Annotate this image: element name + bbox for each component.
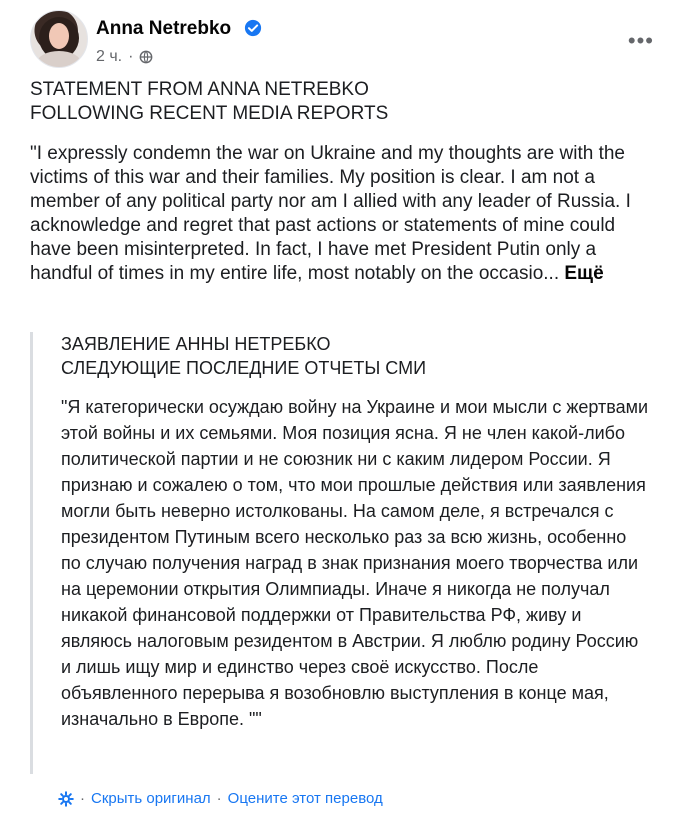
gear-icon[interactable] <box>58 791 74 807</box>
see-more-link[interactable]: Ещё <box>564 263 604 284</box>
post-meta <box>96 48 153 66</box>
translated-quote <box>30 332 663 774</box>
footer-separator-1: · <box>80 790 85 807</box>
footer-separator-2: · <box>216 790 222 807</box>
public-globe-icon[interactable] <box>139 50 153 64</box>
post-headline-line-2: FOLLOWING RECENT MEDIA REPORTS <box>30 103 389 124</box>
avatar-face <box>49 23 69 49</box>
meta-separator: · <box>128 48 134 65</box>
more-horizontal-icon[interactable]: ••• <box>627 28 654 53</box>
post-headline-line-1: STATEMENT FROM ANNA NETREBKO <box>30 79 369 100</box>
post-headline <box>30 78 660 126</box>
avatar[interactable] <box>30 10 88 68</box>
post-header <box>30 10 660 70</box>
hide-original-link[interactable]: Скрыть оригинал <box>91 790 211 807</box>
translation-body: "Я категорически осуждаю войну на Украине и мои мысли с жертвами этой войны и их семьями. Моя позиция ясна. Я не член какой-либо политической партии и не союзник ни с каким лидером России. Я признаю и сожалею о том, что мои прошлые действия или заявления могли быть неверно истолкованы. На самом деле, я встречался с президентом Путиным всего несколько раз за всю жизнь, особенно по случаю получения наград в знак признания моего творчества или на церемонии открытия Олимпиады. Иначе я никогда не получал никакой финансовой поддержки от Правительства РФ, живу и являюсь налоговым резидентом в Австрии. Я люблю родину Россию и лишь ищу мир и единство через своё искусство. После объявленного перерыва я возобновлю выступления в конце мая, изначально в Европе. "" <box>61 397 649 729</box>
avatar-shoulders <box>37 51 81 68</box>
translation-headline-line-2: СЛЕДУЮЩИЕ ПОСЛЕДНИЕ ОТЧЕТЫ СМИ <box>61 358 427 378</box>
verified-badge-icon <box>244 19 262 37</box>
post-time[interactable]: 2 ч. <box>96 48 123 65</box>
author-name[interactable]: Anna Netrebko <box>96 18 232 39</box>
translation-footer <box>58 790 383 807</box>
translation-inner <box>61 332 651 732</box>
translation-headline-line-1: ЗАЯВЛЕНИЕ АННЫ НЕТРЕБКО <box>61 334 331 354</box>
rate-translation-link[interactable]: Оцените этот перевод <box>227 790 383 807</box>
post-body-text: "I expressly condemn the war on Ukraine and my thoughts are with the victims of this war and their families. My position is clear. I am not a member of any political party nor am I allied with any leader of Russia. I acknowledge and regret that past actions or statements of mine could have been misinterpreted. In fact, I have met President Putin only a handful of times in my entire life, most notably on the occasio... <box>30 143 631 284</box>
post-content <box>30 78 660 286</box>
translation-headline <box>61 332 651 380</box>
post-body <box>30 142 660 286</box>
